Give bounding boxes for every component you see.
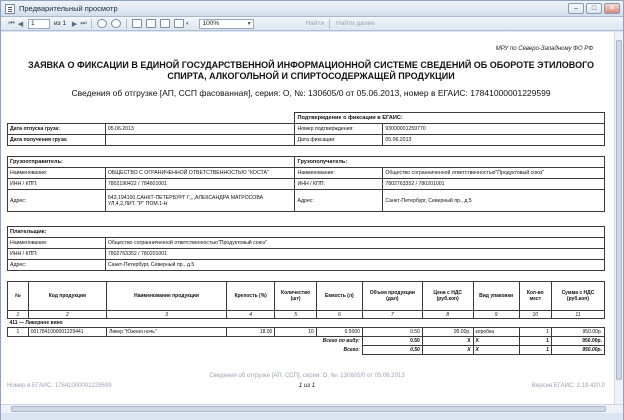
minimize-button[interactable]: – — [568, 3, 584, 14]
payer-name-label: Наименование: — [8, 238, 106, 249]
goods-table — [7, 281, 605, 355]
grand-total-volume: 0.50 — [362, 346, 422, 355]
col-number: 9 — [473, 311, 519, 319]
total-by-type-price: X — [422, 337, 473, 346]
consignee-name-label: Наименование: — [295, 168, 383, 179]
col-number: 5 — [275, 311, 316, 319]
refresh-icon[interactable] — [111, 19, 121, 28]
page-setup-icon[interactable] — [160, 19, 170, 28]
col-header-places: Кол-во мест — [519, 282, 551, 311]
grand-total-row — [8, 346, 605, 355]
print-icon[interactable] — [132, 19, 142, 28]
total-by-type-package: X — [473, 337, 519, 346]
payer-address-value: Санкт-Петербург, Северный пр., д.5 — [105, 260, 604, 271]
title-bar — [1, 1, 623, 17]
zoom-value: 100% — [202, 19, 220, 27]
first-page-icon[interactable]: ⏮ — [8, 19, 15, 27]
consignee-name-value: Общество согранниченной ответственностью"Продуктовый союз" — [383, 168, 605, 179]
authority-header: МРУ по Северо-Западному ФО РФ — [495, 46, 593, 52]
shipper-name-value: ОБЩЕСТВО С ОГРАНИЧЕННОЙ ОТВЕТСТВЕННОСТЬЮ "КОСТА" — [105, 168, 295, 179]
export-dropdown-icon[interactable]: ▾ — [186, 20, 189, 27]
row-number: 1 — [8, 328, 29, 337]
document-subtitle: Сведения об отгрузке [АП, ССП фасованная], серия: О, №: 130605/0 от 05.06.2013, номер в ЕГАИС: 17841000001229599 — [71, 88, 551, 98]
horizontal-scrollbar[interactable] — [1, 404, 623, 413]
row-code: 0017841000001229441 — [28, 328, 106, 337]
maximize-button[interactable]: □ — [586, 3, 602, 14]
consignee-inn-label: ИНН / КПП: — [295, 179, 383, 190]
close-button[interactable]: ✕ — [604, 3, 620, 14]
col-header-quantity: Количество (шт) — [275, 282, 316, 311]
col-header-code: Код продукции — [28, 282, 106, 311]
grand-total-sum: 950.00р. — [551, 346, 604, 355]
consignee-inn-value: 7802763352 / 780201001 — [383, 179, 605, 190]
total-by-type-label: Всего по виду: — [8, 337, 363, 346]
status-bar — [1, 413, 623, 420]
col-number: 2 — [28, 311, 106, 319]
grand-total-places: 1 — [519, 346, 551, 355]
find-next-link[interactable]: Найти далее — [336, 20, 375, 27]
toolbar-separator — [329, 19, 330, 29]
row-sum: 950.00р. — [551, 328, 604, 337]
toolbar-separator — [126, 19, 127, 29]
report-page — [1, 32, 623, 404]
col-number: 6 — [316, 311, 362, 319]
col-number: 7 — [362, 311, 422, 319]
scrollbar-thumb[interactable] — [11, 406, 606, 412]
total-by-type-row — [8, 337, 605, 346]
column-number-row — [8, 311, 605, 319]
shipper-address-line-2: УЛ,4,2,ЛИТ. "Р" ПОМ.1-Н — [107, 200, 168, 207]
footer-egais-number: Номер в ЕГАИС: 17841000001229599 — [7, 383, 112, 389]
document-icon — [5, 4, 15, 14]
col-number: 1 — [8, 311, 29, 319]
footer-document-ref: Сведения об отгрузке [АП, ССП], серия: О, №: 130605/0 от 05.06.2013 — [209, 373, 405, 379]
parties-table — [7, 156, 605, 212]
toolbar — [1, 17, 623, 31]
consignee-address-value: Санкт-Петербург, Северный пр., д.5 — [383, 190, 605, 212]
payer-section-title: Плательщик: — [8, 227, 605, 238]
row-capacity: 0.5000 — [316, 328, 362, 337]
shipper-address-value — [105, 190, 295, 212]
col-header-strength: Крепость (%) — [226, 282, 274, 311]
product-group-label: 411 — Ликерное вино — [8, 319, 605, 328]
col-number: 3 — [107, 311, 227, 319]
next-page-icon[interactable]: ▶ — [71, 20, 78, 28]
col-header-price: Цена с НДС (руб.коп) — [422, 282, 473, 311]
zoom-select[interactable] — [199, 19, 254, 29]
shipper-inn-value: 7802190422 / 784601001 — [105, 179, 295, 190]
confirm-number-value: 93000001259770 — [383, 124, 605, 135]
shipper-address-line-1: 643,194100,САНКТ-ПЕТЕРБУРГ Г,,,,АЛЕКСАНДРА МАТРОСОВА — [107, 194, 264, 201]
footer-page-number: 1 из 1 — [298, 383, 316, 389]
total-by-type-sum: 950.00р. — [551, 337, 604, 346]
table-row — [8, 328, 605, 337]
col-header-number: № — [8, 282, 29, 311]
vertical-scrollbar[interactable] — [614, 32, 623, 404]
row-package: коробка — [473, 328, 519, 337]
row-price: 95.00р. — [422, 328, 473, 337]
fixation-date-label: Дата фиксации: — [295, 135, 383, 146]
payer-inn-label: ИНН / КПП: — [8, 249, 106, 260]
payer-inn-value: 7802763352 / 780201001 — [105, 249, 604, 260]
consignee-section-title: Грузополучатель: — [295, 157, 605, 168]
col-number: 11 — [551, 311, 604, 319]
grand-total-label: Всего: — [8, 346, 363, 355]
col-header-sum: Сумма с НДС (руб.коп) — [551, 282, 604, 311]
receive-date-value — [105, 135, 295, 146]
confirm-number-label: Номер подтверждения: — [295, 124, 383, 135]
print-layout-icon[interactable] — [146, 19, 156, 28]
col-number: 4 — [226, 311, 274, 319]
receive-date-label: Дата получения груза: — [8, 135, 106, 146]
ship-date-value: 05.06.2013 — [105, 124, 295, 135]
col-header-capacity: Емкость (л) — [316, 282, 362, 311]
page-number-input[interactable]: 1 — [28, 19, 50, 29]
row-volume: 0.50 — [362, 328, 422, 337]
shipper-address-label: Адрес: — [8, 190, 106, 212]
row-places: 1 — [519, 328, 551, 337]
ship-date-label: Дата отпуска груза: — [8, 124, 106, 135]
shipper-inn-label: ИНН / КПП: — [8, 179, 106, 190]
payer-address-label: Адрес: — [8, 260, 106, 271]
col-number: 8 — [422, 311, 473, 319]
grand-total-package: X — [473, 346, 519, 355]
document-title: ЗАЯВКА О ФИКСАЦИИ В ЕДИНОЙ ГОСУДАРСТВЕННОЙ ИНФОРМАЦИОННОЙ СИСТЕМЕ СВЕДЕНИЙ ОБ ОБОРОТЕ ЭТИЛОВОГО СПИРТА, АЛКОГОЛЬНОЙ И СПИРТОСОДЕРЖАЩЕЙ ПРОДУКЦИИ — [27, 60, 595, 81]
footer-egais-version: Версия ЕГАИС: 2.19.420.0 — [531, 383, 605, 389]
shipper-name-label: Наименование: — [8, 168, 106, 179]
stop-icon[interactable] — [97, 19, 107, 28]
consignee-address-label: Адрес: — [295, 190, 383, 212]
row-quantity: 10 — [275, 328, 316, 337]
grand-total-price: X — [422, 346, 473, 355]
confirm-section-title: Подтверждение о фиксации в ЕГАИС: — [295, 113, 605, 124]
col-header-volume: Объем продукции (дал) — [362, 282, 422, 311]
last-page-icon[interactable]: ⏭ — [80, 19, 87, 27]
shipper-section-title: Грузоотправитель: — [8, 157, 295, 168]
scrollbar-thumb[interactable] — [616, 40, 622, 380]
toolbar-separator — [91, 19, 92, 29]
col-header-package: Вид упаковки — [473, 282, 519, 311]
payer-name-value: Общество согранниченной ответственностью"Продуктовый союз" — [105, 238, 604, 249]
find-link[interactable]: Найти — [305, 20, 325, 27]
chevron-down-icon: ▼ — [246, 20, 252, 27]
row-strength: 18.00 — [226, 328, 274, 337]
total-by-type-volume: 0.50 — [362, 337, 422, 346]
window-controls — [568, 3, 620, 14]
payer-table — [7, 226, 605, 271]
export-save-icon[interactable] — [174, 19, 184, 28]
dates-table — [7, 112, 605, 146]
window-title: Предварительный просмотр — [19, 4, 118, 13]
previous-page-icon[interactable]: ◀ — [17, 20, 24, 28]
col-number: 10 — [519, 311, 551, 319]
total-by-type-places: 1 — [519, 337, 551, 346]
col-header-name: Наименование продукции — [107, 282, 227, 311]
goods-header-row — [8, 282, 605, 311]
page-count-label: из 1 — [54, 20, 67, 27]
fixation-date-value: 05.06.2013 — [383, 135, 605, 146]
group-row — [8, 319, 605, 328]
row-name: Ликер "Южная ночь" — [107, 328, 227, 337]
